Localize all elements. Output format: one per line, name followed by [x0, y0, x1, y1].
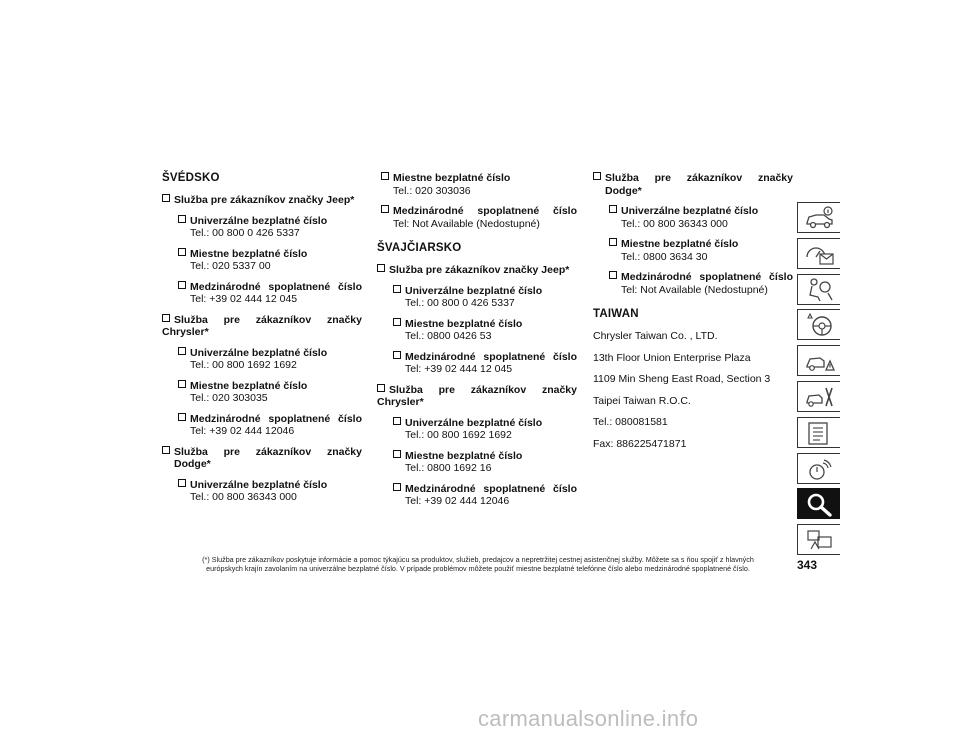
checkbox-icon	[381, 172, 389, 180]
list-item: Miestne bezplatné číslo Tel.: 0800 1692 16	[393, 450, 577, 475]
address-line: 13th Floor Union Enterprise Plaza	[593, 351, 751, 364]
address-line: Taipei Taiwan R.O.C.	[593, 394, 691, 407]
list-item: Miestne bezplatné číslo Tel.: 0800 3634 30	[609, 238, 793, 263]
checkbox-icon	[178, 347, 186, 355]
list-document-icon	[804, 420, 836, 446]
tab-specifications[interactable]	[797, 417, 840, 448]
checkbox-icon	[593, 172, 601, 180]
dodge-service-sweden: Služba pre zákazníkov značky Dodge*	[162, 446, 362, 471]
checkbox-icon	[609, 271, 617, 279]
list-item: Miestne bezplatné číslo Tel.: 020 5337 00	[178, 248, 362, 273]
checkbox-icon	[393, 285, 401, 293]
multilanguage-icon	[804, 527, 836, 553]
checkbox-icon	[178, 413, 186, 421]
list-item: Univerzálne bezplatné číslo Tel.: 00 800 0 426 5337	[393, 285, 577, 310]
column-2	[377, 172, 577, 516]
list-item: Univerzálne bezplatné číslo Tel.: 00 800 1692 1692	[178, 347, 362, 372]
tab-safety[interactable]	[797, 274, 840, 305]
address-line: Chrysler Taiwan Co. , LTD.	[593, 330, 718, 342]
list-item: Miestne bezplatné číslo Tel.: 020 303035	[178, 380, 362, 405]
checkbox-icon	[178, 248, 186, 256]
page-number: 343	[797, 558, 818, 572]
section-heading-taiwan: TAIWAN	[593, 308, 639, 320]
section-heading-sweden: ŠVÉDSKO	[162, 172, 220, 184]
chrysler-service-sweden: Služba pre zákazníkov značky Chrysler*	[162, 313, 362, 338]
list-item: Miestne bezplatné číslo Tel.: 020 303036	[381, 172, 577, 197]
list-item: Medzinárodné spoplatnené číslo Tel: Not Available (Nedostupné)	[609, 271, 793, 296]
fax-line: Fax: 886225471871	[593, 437, 687, 450]
list-item: Medzinárodné spoplatnené číslo Tel: +39 02 444 12046	[393, 483, 577, 508]
checkbox-icon	[609, 238, 617, 246]
tab-multimedia[interactable]	[797, 453, 840, 484]
list-item: Univerzálne bezplatné číslo Tel.: 00 800 1692 1692	[393, 417, 577, 442]
tab-emergency[interactable]	[797, 345, 840, 376]
car-hazard-icon	[804, 348, 836, 374]
radio-navigation-icon	[804, 456, 836, 482]
checkbox-icon	[178, 479, 186, 487]
checkbox-icon	[393, 417, 401, 425]
car-service-icon	[804, 384, 836, 410]
list-item: Medzinárodné spoplatnené číslo Tel: +39 02 444 12046	[178, 413, 362, 438]
tab-index[interactable]	[797, 488, 840, 519]
checkbox-icon	[162, 314, 170, 322]
checkbox-icon	[393, 318, 401, 326]
car-info-icon	[804, 205, 836, 231]
checkbox-icon	[162, 194, 170, 202]
dodge-service-switzerland: Služba pre zákazníkov značky Dodge*	[593, 172, 793, 197]
tab-languages[interactable]	[797, 524, 840, 555]
list-item: Miestne bezplatné číslo Tel.: 0800 0426 53	[393, 318, 577, 343]
phone-line: Tel.: 080081581	[593, 416, 668, 428]
checkbox-icon	[393, 450, 401, 458]
footnote: (*) Služba pre zákazníkov poskytuje informácie a pomoc týkajúcu sa produktov, služieb, predajcov a nepretržitej cestnej asistenčnej služby. Môžete sa s ňou spojiť z hlavných európskych krajín zavolaním na univerzálne bezplatné číslo. V prípade problémov môžete použiť miestne bezplatné telefónne číslo alebo medzinárodné spoplatnené číslo.	[202, 555, 754, 573]
jeep-service-sweden: Služba pre zákazníkov značky Jeep*	[162, 194, 362, 207]
dashboard-warning-icon	[804, 241, 836, 267]
checkbox-icon	[178, 380, 186, 388]
checkbox-icon	[377, 384, 385, 392]
tab-dashboard[interactable]	[797, 238, 840, 269]
column-3	[593, 172, 793, 459]
list-item: Medzinárodné spoplatnené číslo Tel: +39 02 444 12 045	[393, 351, 577, 376]
checkbox-icon	[381, 205, 389, 213]
checkbox-icon	[393, 483, 401, 491]
checkbox-icon	[178, 215, 186, 223]
airbag-seat-icon	[804, 277, 836, 303]
chrysler-service-switzerland: Služba pre zákazníkov značky Chrysler*	[377, 383, 577, 408]
list-item: Univerzálne bezplatné číslo Tel.: 00 800 36343 000	[609, 205, 793, 230]
chapter-tabs	[797, 202, 841, 560]
checkbox-icon	[162, 446, 170, 454]
checkbox-icon	[377, 264, 385, 272]
jeep-service-switzerland: Služba pre zákazníkov značky Jeep*	[377, 264, 577, 277]
checkbox-icon	[609, 205, 617, 213]
steering-wheel-icon	[804, 312, 836, 338]
address-line: 1109 Min Sheng East Road, Section 3	[593, 373, 771, 385]
column-1	[162, 172, 362, 512]
checkbox-icon	[178, 281, 186, 289]
tab-car-info[interactable]	[797, 202, 840, 233]
search-icon	[804, 491, 836, 517]
checkbox-icon	[393, 351, 401, 359]
list-item: Univerzálne bezplatné číslo Tel.: 00 800 36343 000	[178, 479, 362, 504]
section-heading-switzerland: ŠVAJČIARSKO	[377, 242, 462, 254]
list-item: Medzinárodné spoplatnené číslo Tel: +39 02 444 12 045	[178, 281, 362, 306]
list-item: Univerzálne bezplatné číslo Tel.: 00 800 0 426 5337	[178, 215, 362, 240]
tab-service[interactable]	[797, 381, 840, 412]
list-item: Medzinárodné spoplatnené číslo Tel: Not Available (Nedostupné)	[381, 205, 577, 230]
tab-driving[interactable]	[797, 309, 840, 340]
watermark: carmanualsonline.info	[478, 706, 699, 731]
